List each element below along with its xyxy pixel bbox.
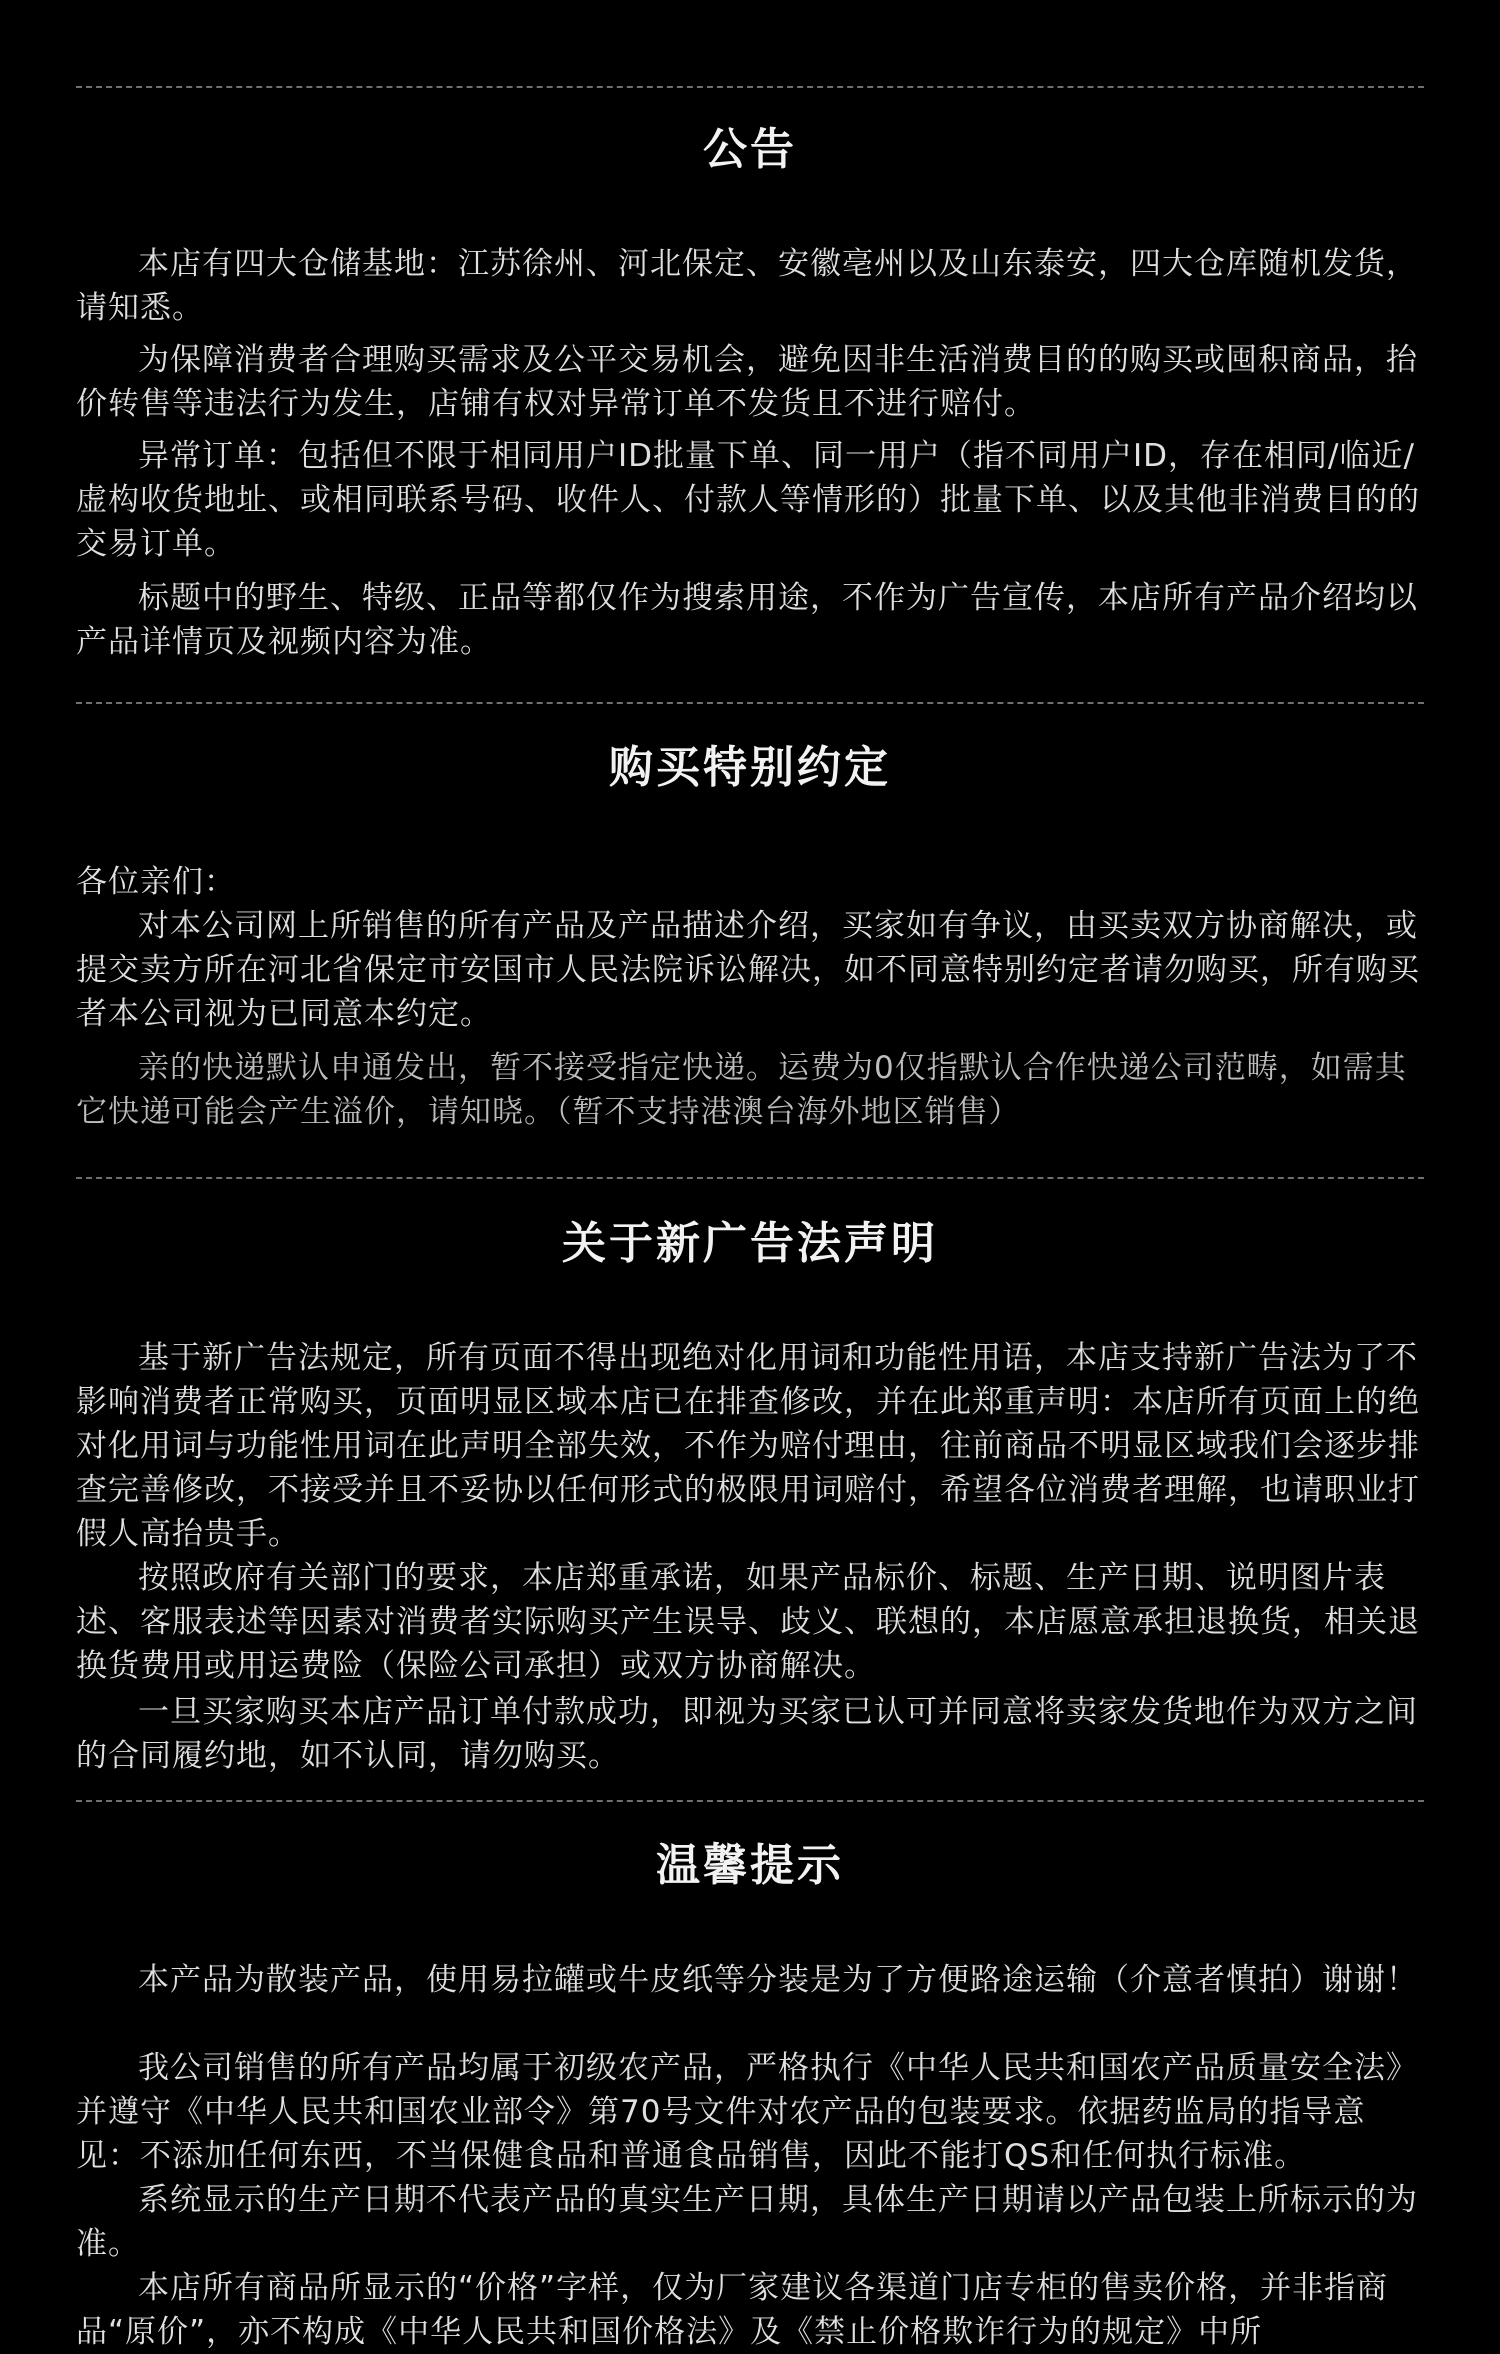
- section-title-announcement: 公告: [703, 124, 797, 175]
- section-title-advertising-law: 关于新广告法声明: [562, 1218, 938, 1269]
- section-divider: [76, 1800, 1424, 1802]
- announcement-paragraph: 标题中的野生、特级、正品等都仅作为搜索用途，不作为广告宣传，本店所有产品介绍均以产品详情页及视频内容为准。: [76, 580, 1418, 660]
- announcement-paragraph: 异常订单：包括但不限于相同用户ID批量下单、同一用户（指不同用户ID，存在相同/临近/虚构收货地址、或相同联系号码、收件人、付款人等情形的）批量下单、以及其他非消费目的的交易订单。: [76, 438, 1420, 562]
- tips-paragraph: 系统显示的生产日期不代表产品的真实生产日期，具体生产日期请以产品包装上所标示的为准。: [76, 2182, 1418, 2262]
- tips-paragraph: 我公司销售的所有产品均属于初级农产品，严格执行《中华人民共和国农产品质量安全法》并遵守《中华人民共和国农业部令》第70号文件对农产品的包装要求。依据药监局的指导意见：不添加任何东西，不当保健食品和普通食品销售，因此不能打QS和任何执行标准。: [76, 2050, 1418, 2174]
- announcement-paragraph: 本店有四大仓储基地：江苏徐州、河北保定、安徽亳州以及山东泰安，四大仓库随机发货，请知悉。: [76, 246, 1418, 326]
- agreement-paragraph: 亲的快递默认申通发出，暂不接受指定快递。运费为0仅指默认合作快递公司范畴，如需其它快递可能会产生溢价，请知晓。（暂不支持港澳台海外地区销售）: [76, 1050, 1407, 1130]
- advertising-law-paragraph: 基于新广告法规定，所有页面不得出现绝对化用词和功能性用语，本店支持新广告法为了不影响消费者正常购买，页面明显区域本店已在排查修改，并在此郑重声明：本店所有页面上的绝对化用词与功能性用词在此声明全部失效，不作为赔付理由，往前商品不明显区域我们会逐步排查完善修改，不接受并且不妥协以任何形式的极限用词赔付，希望各位消费者理解，也请职业打假人高抬贵手。: [76, 1340, 1420, 1552]
- advertising-law-paragraph: 一旦买家购买本店产品订单付款成功，即视为买家已认可并同意将卖家发货地作为双方之间的合同履约地，如不认同，请勿购买。: [76, 1694, 1418, 1774]
- agreement-paragraph: 对本公司网上所销售的所有产品及产品描述介绍，买家如有争议，由买卖双方协商解决，或提交卖方所在河北省保定市安国市人民法院诉讼解决，如不同意特别约定者请勿购买，所有购买者本公司视为已同意本约定。: [76, 908, 1420, 1032]
- greeting-text: 各位亲们：: [76, 864, 236, 900]
- section-title-tips: 温馨提示: [656, 1840, 844, 1891]
- tips-paragraph: 本产品为散装产品，使用易拉罐或牛皮纸等分装是为了方便路途运输（介意者慎拍）谢谢！: [138, 1962, 1418, 1998]
- section-divider: [76, 86, 1424, 88]
- announcement-paragraph: 为保障消费者合理购买需求及公平交易机会，避免因非生活消费目的的购买或囤积商品，抬价转售等违法行为发生，店铺有权对异常订单不发货且不进行赔付。: [76, 342, 1418, 422]
- section-divider: [76, 702, 1424, 704]
- tips-paragraph: 本店所有商品所显示的“价格”字样，仅为厂家建议各渠道门店专柜的售卖价格，并非指商品“原价”，亦不构成《中华人民共和国价格法》及《禁止价格欺诈行为的规定》中所: [76, 2270, 1389, 2350]
- section-divider: [76, 1177, 1424, 1179]
- advertising-law-paragraph: 按照政府有关部门的要求，本店郑重承诺，如果产品标价、标题、生产日期、说明图片表述、客服表述等因素对消费者实际购买产生误导、歧义、联想的，本店愿意承担退换货，相关退换货费用或用运费险（保险公司承担）或双方协商解决。: [76, 1560, 1420, 1684]
- section-title-purchase-agreement: 购买特别约定: [609, 742, 891, 793]
